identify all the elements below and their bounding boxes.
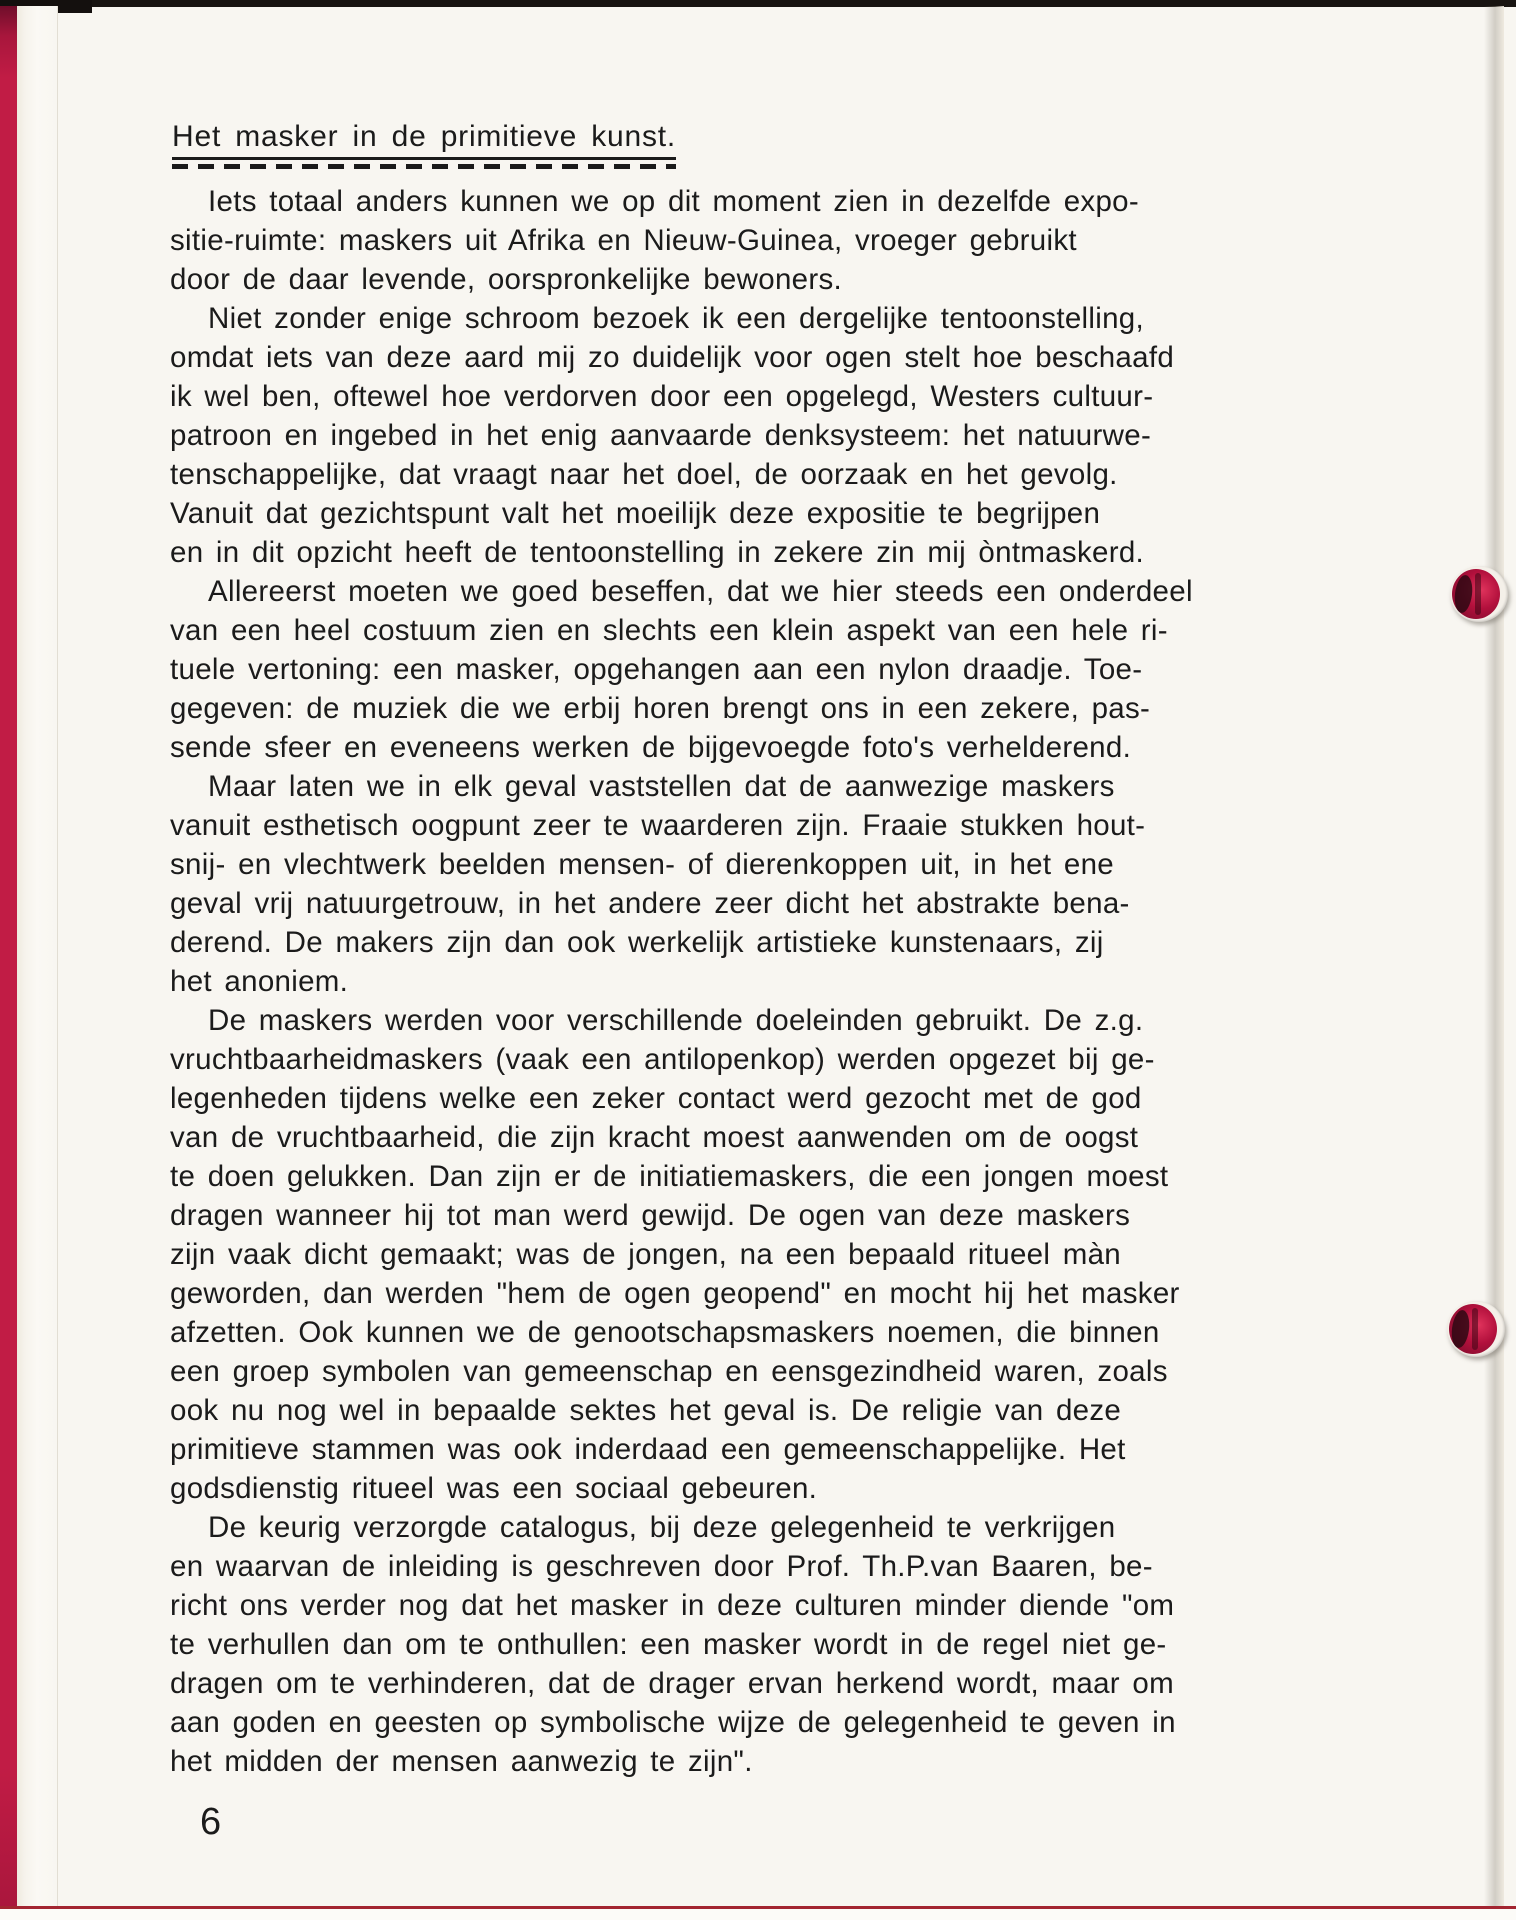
text-line: ik wel ben, oftewel hoe verdorven door een opgelegd, Westers cultuur- [170, 380, 1154, 413]
binding-grommet-top [1450, 566, 1508, 622]
scan-top-edge [0, 0, 1516, 7]
text-line: De keurig verzorgde catalogus, bij deze gelegenheid te verkrijgen [208, 1511, 1116, 1544]
text-line: ook nu nog wel in bepaalde sektes het geval is. De religie van deze [170, 1394, 1122, 1427]
text-line: tenschappelijke, dat vraagt naar het doel, de oorzaak en het gevolg. [170, 458, 1118, 491]
binding-grommet-bottom [1447, 1301, 1505, 1357]
text-line: dragen om te verhinderen, dat de drager ervan herkend wordt, maar om [170, 1667, 1175, 1700]
text-line: richt ons verder nog dat het masker in deze culturen minder diende "om [170, 1589, 1175, 1622]
text-line: en in dit opzicht heeft de tentoonstelling in zekere zin mij òntmaskerd. [170, 536, 1145, 569]
paragraph [170, 1001, 1193, 1508]
text-line: snij- en vlechtwerk beelden mensen- of dierenkoppen uit, in het ene [170, 848, 1115, 881]
article-title: Het masker in de primitieve kunst. [172, 120, 676, 160]
paragraph [170, 767, 1193, 1001]
text-line: Maar laten we in elk geval vaststellen dat de aanwezige maskers [208, 770, 1115, 803]
text-line: patroon en ingebed in het enig aanvaarde denksysteem: het natuurwe- [170, 419, 1152, 452]
text-line: zijn vaak dicht gemaakt; was de jongen, na een bepaald ritueel màn [170, 1238, 1122, 1271]
text-line: Allereerst moeten we goed beseffen, dat we hier steeds een onderdeel [208, 575, 1193, 608]
text-line: derend. De makers zijn dan ook werkelijk artistieke kunstenaars, zij [170, 926, 1104, 959]
title-dashed-underline [172, 164, 676, 169]
paragraph [170, 572, 1193, 767]
grommet-cap-icon [1452, 569, 1500, 619]
text-line: en waarvan de inleiding is geschreven door Prof. Th.P.van Baaren, be- [170, 1550, 1153, 1583]
text-line: legenheden tijdens welke een zeker contact werd gezocht met de god [170, 1082, 1142, 1115]
scan-bottom-edge [0, 1909, 1516, 1920]
text-line: gegeven: de muziek die we erbij horen brengt ons in een zekere, pas- [170, 692, 1151, 725]
text-line: tuele vertoning: een masker, opgehangen aan een nylon draadje. Toe- [170, 653, 1143, 686]
text-line: vruchtbaarheidmaskers (vaak een antilopenkop) werden opgezet bij ge- [170, 1043, 1155, 1076]
text-line: te verhullen dan om te onthullen: een masker wordt in de regel niet ge- [170, 1628, 1167, 1661]
text-line: geval vrij natuurgetrouw, in het andere zeer dicht het abstrakte bena- [170, 887, 1130, 920]
text-line: De maskers werden voor verschillende doeleinden gebruikt. De z.g. [208, 1004, 1144, 1037]
text-line: godsdienstig ritueel was een sociaal gebeuren. [170, 1472, 818, 1505]
text-line: afzetten. Ook kunnen we de genootschapsmaskers noemen, die binnen [170, 1316, 1160, 1349]
text-line: geworden, dan werden "hem de ogen geopend" en mocht hij het masker [170, 1277, 1180, 1310]
text-line: vanuit esthetisch oogpunt zeer te waarderen zijn. Fraaie stukken hout- [170, 809, 1146, 842]
paragraph [170, 182, 1193, 299]
text-line: een groep symbolen van gemeenschap en eensgezindheid waren, zoals [170, 1355, 1168, 1388]
text-line: aan goden en geesten op symbolische wijze de gelegenheid te geven in [170, 1706, 1176, 1739]
paragraph [170, 1508, 1193, 1781]
text-line: te doen gelukken. Dan zijn er de initiatiemaskers, die een jongen moest [170, 1160, 1169, 1193]
text-line: Vanuit dat gezichtspunt valt het moeilijk deze expositie te begrijpen [170, 497, 1101, 530]
page-number: 6 [200, 1801, 222, 1843]
book-binding-strip [0, 6, 17, 1920]
grommet-cap-icon [1449, 1304, 1497, 1354]
text-line: Iets totaal anders kunnen we op dit moment zien in dezelfde expo- [208, 185, 1139, 218]
body-text [170, 182, 1193, 1781]
text-line: omdat iets van deze aard mij zo duidelijk voor ogen stelt hoe beschaafd [170, 341, 1175, 374]
text-line: primitieve stammen was ook inderdaad een gemeenschappelijke. Het [170, 1433, 1126, 1466]
text-line: van een heel costuum zien en slechts een klein aspekt van een hele ri- [170, 614, 1168, 647]
paragraph [170, 299, 1193, 572]
text-line: sende sfeer en eveneens werken de bijgevoegde foto's verhelderend. [170, 731, 1132, 764]
text-line: het anoniem. [170, 965, 349, 998]
page-left-edge [17, 6, 58, 1920]
text-line: sitie-ruimte: maskers uit Afrika en Nieuw-Guinea, vroeger gebruikt [170, 224, 1077, 257]
text-line: Niet zonder enige schroom bezoek ik een dergelijke tentoonstelling, [208, 302, 1144, 335]
article-heading-block [172, 120, 676, 169]
text-line: het midden der mensen aanwezig te zijn". [170, 1745, 753, 1778]
text-line: dragen wanneer hij tot man werd gewijd. De ogen van deze maskers [170, 1199, 1131, 1232]
text-line: van de vruchtbaarheid, die zijn kracht moest aanwenden om de oogst [170, 1121, 1139, 1154]
text-line: door de daar levende, oorspronkelijke bewoners. [170, 263, 843, 296]
page-right-shadow [1484, 6, 1504, 1906]
